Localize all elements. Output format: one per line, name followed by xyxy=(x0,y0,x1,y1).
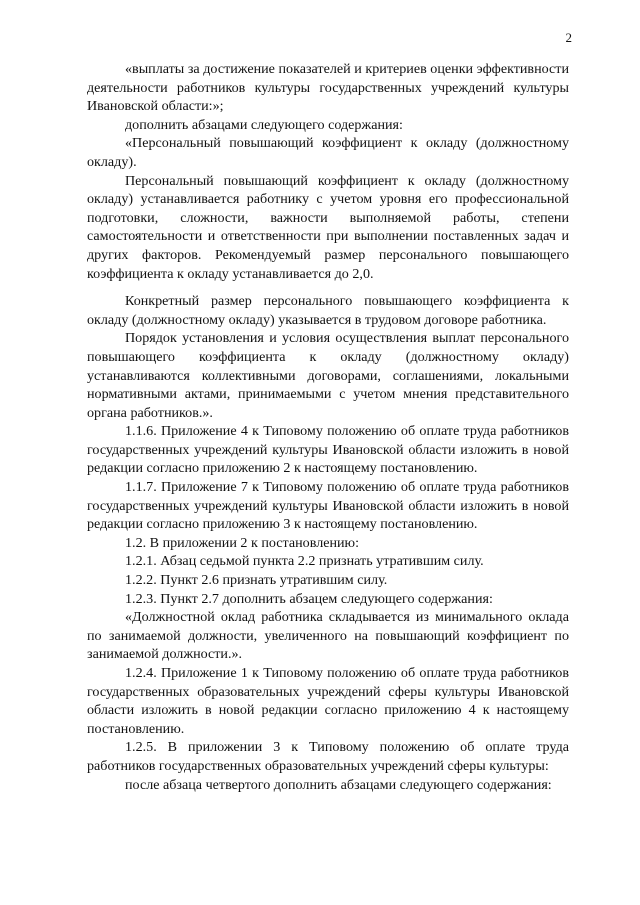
paragraph: Конкретный размер персонального повышающего коэффициента к окладу (должностному окладу) указывается в трудовом договоре работника. xyxy=(87,293,569,328)
paragraph: 1.2.2. Пункт 2.6 признать утратившим силу. xyxy=(125,572,388,589)
paragraph: 1.1.6. Приложение 4 к Типовому положению об оплате труда работников государственных учреждений культуры Ивановской области изложить в новой редакции согласно приложению 2 к настоящему постановлению. xyxy=(87,423,569,477)
paragraph: Порядок установления и условия осуществления выплат персонального повышающего коэффициента к окладу (должностному окладу) устанавливаются коллективными договорами, соглашениями, локальными нормативными актами, принимаемыми с учетом мнения представительного органа работников.». xyxy=(87,330,569,421)
paragraph: «Должностной оклад работника складывается из минимального оклада по занимаемой должности, увеличенного на повышающий коэффициент по занимаемой должности.». xyxy=(87,609,569,663)
paragraph: «Персональный повышающий коэффициент к окладу (должностному окладу). xyxy=(87,135,569,170)
paragraph: 1.1.7. Приложение 7 к Типовому положению об оплате труда работников государственных учреждений культуры Ивановской области изложить в новой редакции согласно приложению 3 к настоящему постановлению. xyxy=(87,479,569,533)
paragraph: после абзаца четвертого дополнить абзацами следующего содержания: xyxy=(125,776,552,793)
page-number: 2 xyxy=(565,30,572,45)
paragraph: 1.2.1. Абзац седьмой пункта 2.2 признать утратившим силу. xyxy=(125,553,484,570)
paragraph: 1.2. В приложении 2 к постановлению: xyxy=(125,534,360,551)
paragraph: Персональный повышающий коэффициент к окладу (должностному окладу) устанавливается работнику с учетом уровня его профессиональной подготовки, сложности, важности выполняемой работы, степени самостоятельности и ответственности при выполнении поставленных задач и других факторов. Рекомендуемый размер персонального повышающего коэффициента к окладу устанавливается до 2,0. xyxy=(87,172,569,282)
document-body xyxy=(87,60,569,794)
paragraph: 1.2.5. В приложении 3 к Типовому положению об оплате труда работников государственных образовательных учреждений сферы культуры: xyxy=(87,739,569,774)
paragraph: 1.2.4. Приложение 1 к Типовому положению об оплате труда работников государственных образовательных учреждений сферы культуры Ивановской области изложить в новой редакции согласно приложению 4 к настоящему постановлению. xyxy=(87,665,569,737)
paragraph: «выплаты за достижение показателей и критериев оценки эффективности деятельности работников культуры государственных учреждений культуры Ивановской области:»; xyxy=(87,61,569,115)
paragraph: дополнить абзацами следующего содержания: xyxy=(125,116,403,133)
paragraph: 1.2.3. Пункт 2.7 дополнить абзацем следующего содержания: xyxy=(125,590,493,607)
